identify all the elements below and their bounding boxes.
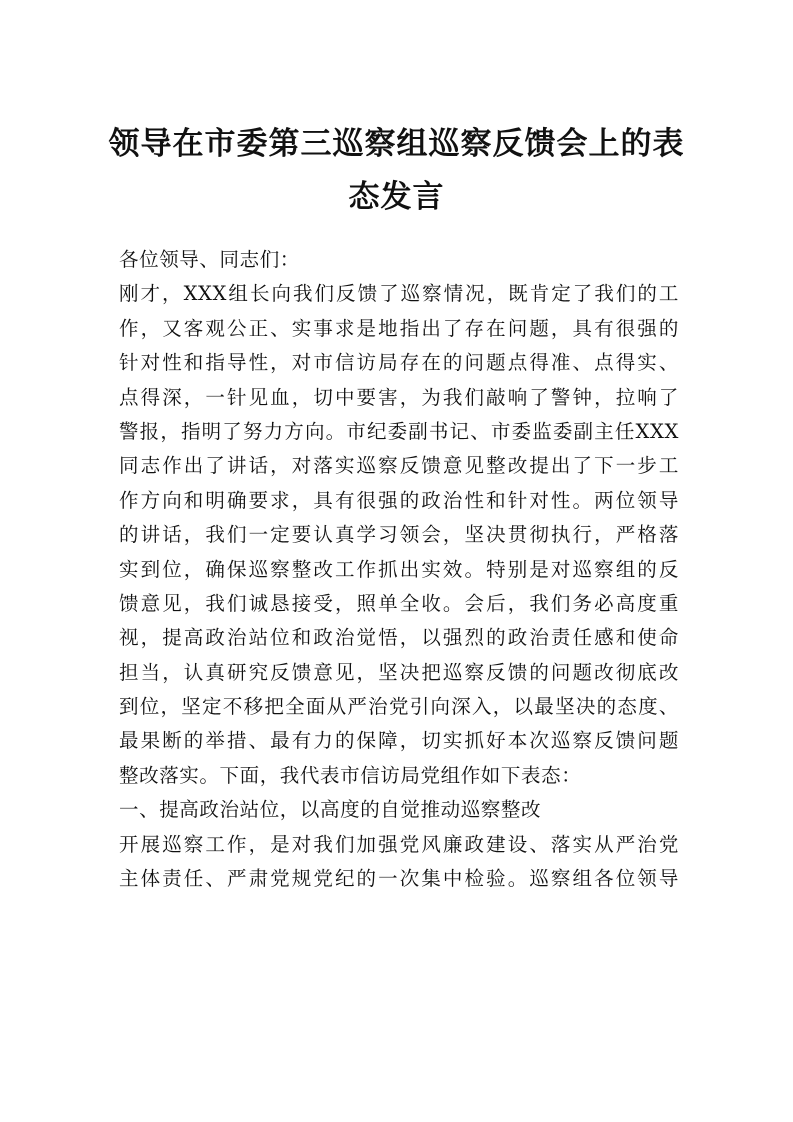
paragraph-line: 作，又客观公正、实事求是地指出了存在问题，具有很强的 xyxy=(119,316,679,340)
paragraph-line: 作方向和明确要求，具有很强的政治性和针对性。两位领导 xyxy=(119,488,679,512)
paragraph-line: 整改落实。下面，我代表市信访局党组作如下表态： xyxy=(119,763,582,787)
salutation: 各位领导、同志们： xyxy=(119,248,300,271)
title-line-1: 领导在市委第三巡察组巡察反馈会上的表 xyxy=(108,126,685,162)
paragraph-line: 到位，坚定不移把全面从严治党引向深入，以最坚决的态度、 xyxy=(119,695,679,719)
paragraph-line: 刚才，XXX组长向我们反馈了巡察情况，既肯定了我们的工 xyxy=(119,282,679,306)
paragraph-line: 点得深，一针见血，切中要害，为我们敲响了警钟，拉响了 xyxy=(119,385,679,409)
paragraph-line: 实到位，确保巡察整改工作抓出实效。特别是对巡察组的反 xyxy=(119,557,679,581)
paragraph-line: 警报，指明了努力方向。市纪委副书记、市委监委副主任XXX xyxy=(119,419,679,443)
paragraph-line: 主体责任、严肃党规党纪的一次集中检验。巡察组各位领导 xyxy=(119,867,679,891)
paragraph-line: 视，提高政治站位和政治觉悟，以强烈的政治责任感和使命 xyxy=(119,626,679,650)
section-heading: 一、提高政治站位，以高度的自觉推动巡察整改 xyxy=(119,798,542,822)
title-line-2: 态发言 xyxy=(348,179,445,215)
paragraph-line: 馈意见，我们诚恳接受，照单全收。会后，我们务必高度重 xyxy=(119,591,679,615)
document-title xyxy=(100,118,693,224)
paragraph-line: 针对性和指导性，对市信访局存在的问题点得准、点得实、 xyxy=(119,351,679,375)
document-body xyxy=(119,243,679,896)
paragraph-line: 担当，认真研究反馈意见，坚决把巡察反馈的问题改彻底改 xyxy=(119,660,679,684)
paragraph-line: 同志作出了讲话，对落实巡察反馈意见整改提出了下一步工 xyxy=(119,454,679,478)
paragraph-line: 最果断的举措、最有力的保障，切实抓好本次巡察反馈问题 xyxy=(119,729,679,753)
paragraph-line: 的讲话，我们一定要认真学习领会，坚决贯彻执行，严格落 xyxy=(119,523,679,547)
paragraph-line: 开展巡察工作，是对我们加强党风廉政建设、落实从严治党 xyxy=(119,832,679,856)
